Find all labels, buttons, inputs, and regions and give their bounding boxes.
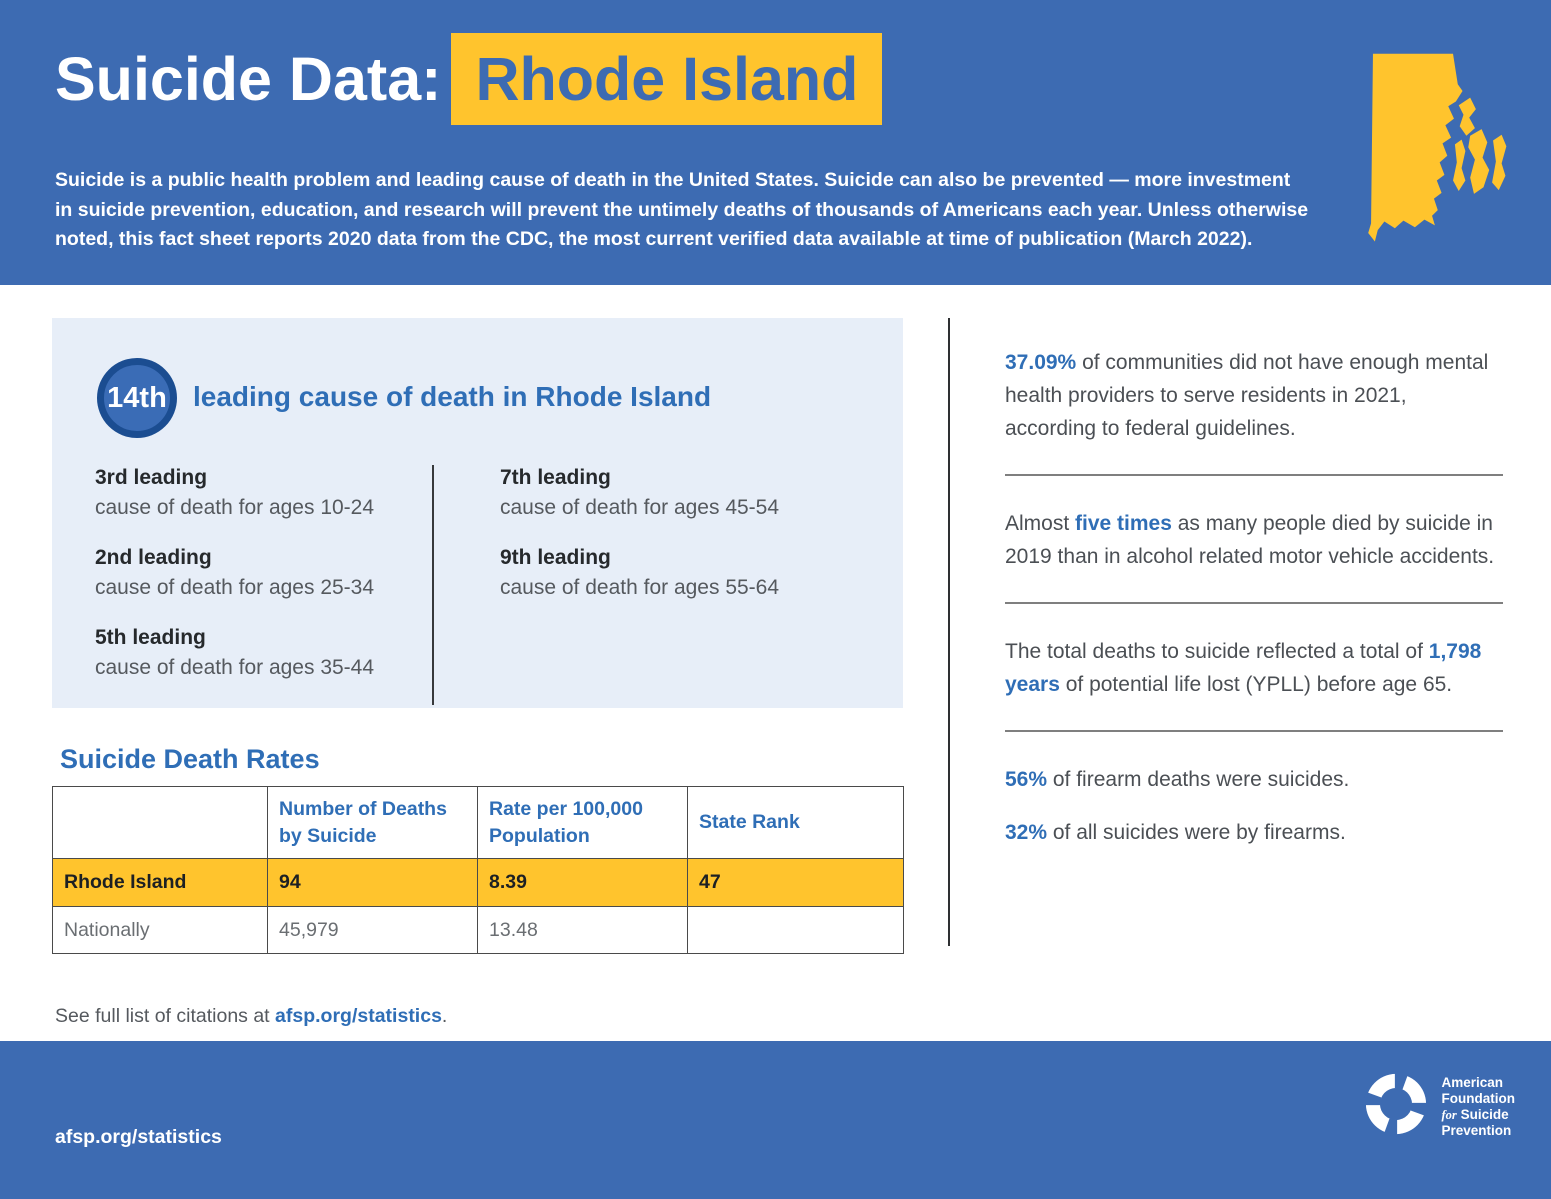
fact-mental-health-providers <box>1005 346 1503 445</box>
table-header-row <box>53 787 904 859</box>
title-state-highlight: Rhode Island <box>451 33 882 125</box>
fact-highlight: 1,798 years <box>1005 640 1482 696</box>
logo-line: Prevention <box>1441 1123 1512 1138</box>
fact-text: Almost <box>1005 512 1076 535</box>
header-banner <box>0 0 1551 285</box>
afsp-logo <box>1363 1071 1515 1139</box>
rank-item <box>95 465 432 521</box>
rank-list <box>95 465 873 705</box>
rank-item-desc: cause of death for ages 25-34 <box>95 576 375 599</box>
rank-panel-heading: leading cause of death in Rhode Island <box>193 381 712 412</box>
fact-text: of communities did not have enough mental health providers to serve residents in 2021, according to federal guidelines. <box>1005 351 1489 440</box>
rank-item-label: 2nd leading <box>95 546 212 569</box>
rank-item-desc: cause of death for ages 35-44 <box>95 656 375 679</box>
intro-paragraph: Suicide is a public health problem and leading cause of death in the United States. Suicide can also be prevented — more investment in suicide prevention, education, and research will prevent the untimely deaths of thousands of Americans each year. Unless otherwise noted, this fact sheet reports 2020 data from the CDC, the most current verified data available at time of publication (March 2022). <box>55 169 1309 250</box>
fact-text: as many people died by suicide in 2019 than in alcohol related motor vehicle accidents. <box>1005 512 1495 568</box>
cell-state-rank: 47 <box>688 859 904 907</box>
fact-five-times <box>1005 507 1503 573</box>
logo-line: Foundation <box>1441 1091 1515 1106</box>
cell-state-rate: 8.39 <box>478 859 688 907</box>
logo-for-word: for <box>1441 1108 1457 1122</box>
rank-item-label: 5th leading <box>95 626 206 649</box>
fact-text: of firearm deaths were suicides. <box>1047 768 1350 791</box>
fact-text: of potential life lost (YPLL) before age 65. <box>1059 673 1453 696</box>
fact-firearm-deaths <box>1005 763 1503 796</box>
fact-highlight: 32% <box>1005 821 1048 844</box>
rates-section-title: Suicide Death Rates <box>60 744 320 774</box>
column-divider <box>948 318 950 946</box>
rank-list-left-column <box>95 465 432 705</box>
rank-list-right-column <box>432 465 873 705</box>
citation-text <box>55 1005 447 1028</box>
fact-highlight: 37.09% <box>1005 351 1077 374</box>
table-header-empty <box>53 787 268 859</box>
rank-item-desc: cause of death for ages 55-64 <box>500 576 780 599</box>
rank-item <box>95 625 432 681</box>
table-row-nationally <box>53 907 904 954</box>
cell-national-rate: 13.48 <box>478 907 688 954</box>
citation-link[interactable]: afsp.org/statistics <box>275 1004 442 1027</box>
leading-cause-panel <box>52 318 903 708</box>
suicide-death-rates-table <box>52 786 904 954</box>
afsp-logo-text <box>1442 1071 1515 1139</box>
rank-item-desc: cause of death for ages 10-24 <box>95 496 375 519</box>
rank-item-desc: cause of death for ages 45-54 <box>500 496 780 519</box>
rank-item <box>500 465 873 521</box>
cell-national-rank <box>688 907 904 954</box>
fact-text: The total deaths to suicide reflected a total of <box>1005 640 1429 663</box>
rank-item-label: 9th leading <box>500 546 611 569</box>
cell-state-deaths: 94 <box>268 859 478 907</box>
fact-separator <box>1005 602 1503 604</box>
lifesaver-ring-icon <box>1363 1071 1429 1137</box>
rank-badge: 14th <box>97 358 177 438</box>
cell-state-label: Rhode Island <box>53 859 268 907</box>
rhode-island-map-icon <box>1352 46 1514 256</box>
logo-line: American <box>1441 1075 1504 1090</box>
citation-suffix: . <box>441 1004 448 1027</box>
fact-suicides-by-firearms <box>1005 816 1503 849</box>
rank-item-label: 3rd leading <box>95 466 208 489</box>
footer-statistics-link[interactable]: afsp.org/statistics <box>55 1126 222 1148</box>
table-header-deaths: Number of Deaths by Suicide <box>268 787 478 859</box>
cell-national-label: Nationally <box>53 907 268 954</box>
table-row-rhode-island <box>53 859 904 907</box>
fact-highlight: 56% <box>1005 768 1048 791</box>
logo-line <box>1442 1107 1515 1123</box>
table-header-state-rank: State Rank <box>688 787 904 859</box>
facts-column <box>1005 346 1503 878</box>
page-title <box>55 33 882 125</box>
citation-prefix: See full list of citations at <box>55 1004 276 1027</box>
rank-item <box>500 545 873 601</box>
fact-separator <box>1005 730 1503 732</box>
fact-ypll <box>1005 635 1503 701</box>
cell-national-deaths: 45,979 <box>268 907 478 954</box>
footer-banner <box>0 1041 1551 1199</box>
table-header-rate: Rate per 100,000 Population <box>478 787 688 859</box>
fact-text: of all suicides were by firearms. <box>1047 821 1346 844</box>
fact-separator <box>1005 474 1503 476</box>
logo-line-suicide: Suicide <box>1460 1107 1509 1122</box>
rank-item <box>95 545 432 601</box>
page-title-prefix: Suicide Data: <box>55 45 442 113</box>
rank-item-label: 7th leading <box>500 466 611 489</box>
fact-highlight: five times <box>1075 512 1172 535</box>
